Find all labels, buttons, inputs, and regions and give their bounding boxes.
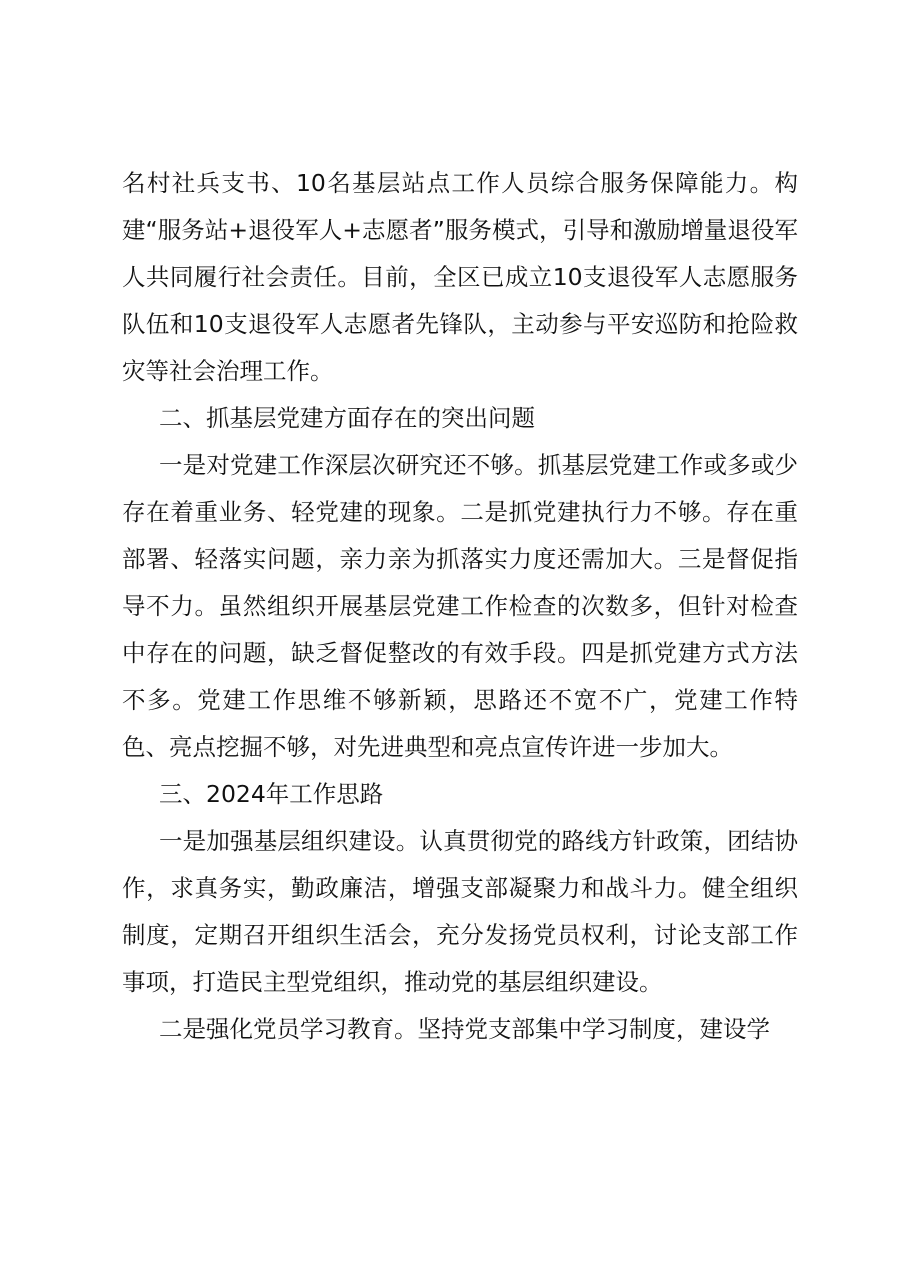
paragraph-member-education: 二是强化党员学习教育。坚持党支部集中学习制度，建设学 [159,1015,770,1043]
section-heading-problems: 二、抓基层党建方面存在的突出问题 [159,404,535,432]
paragraph-problems: 一是对党建工作深层次研究还不够。抓基层党建工作或多或少存在着重业务、轻党建的现象。二是抓党建执行力不够。存在重部署、轻落实问题，亲力亲为抓落实力度还需加大。三是督促指导不力。虽然组织开展基层党建工作检查的次数多，但针对检查中存在的问题，缺乏督促整改的有效手段。四是抓党建方式方法不多。党建工作思维不够新颖，思路还不宽不广，党建工作特色、亮点挖掘不够，对先进典型和亮点宣传许进一步加大。 [122,451,798,761]
section-heading-work-plan: 三、2024年工作思路 [159,780,384,808]
paragraph-continuation: 名村社兵支书、10名基层站点工作人员综合服务保障能力。构建“服务站+退役军人+志愿者”服务模式，引导和激励增量退役军人共同履行社会责任。目前，全区已成立10支退役军人志愿服务队伍和10支退役军人志愿者先锋队，主动参与平安巡防和抢险救灾等社会治理工作。 [122,169,798,385]
paragraph-organization-building: 一是加强基层组织建设。认真贯彻党的路线方针政策，团结协作，求真务实，勤政廉洁，增强支部凝聚力和战斗力。健全组织制度，定期召开组织生活会，充分发扬党员权利，讨论支部工作事项，打造民主型党组织，推动党的基层组织建设。 [122,827,798,996]
document-body [122,160,798,1053]
